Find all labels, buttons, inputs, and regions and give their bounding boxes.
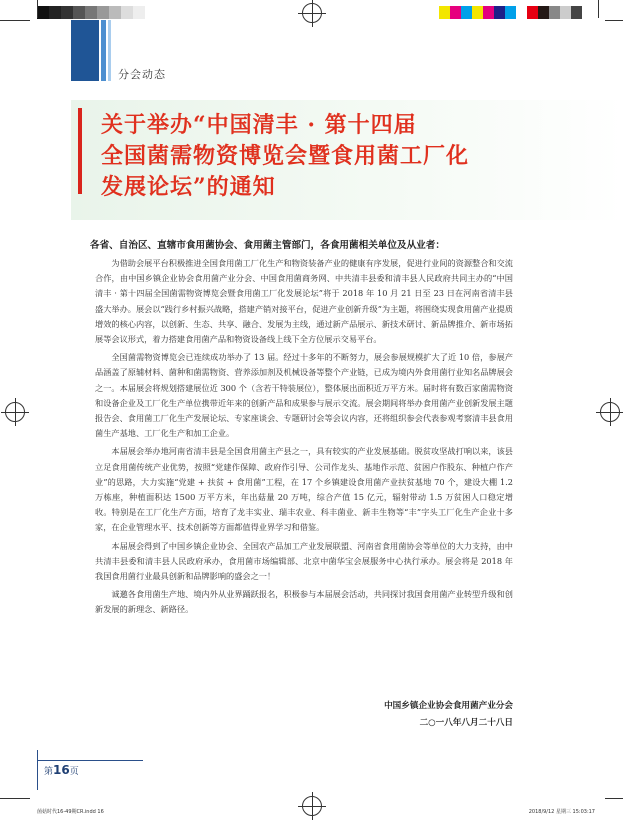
section-label: 分会动态	[118, 68, 166, 81]
page-number-value: 16	[53, 763, 70, 777]
title-line-3: 发展论坛”的通知	[101, 174, 276, 200]
crop-mark	[0, 20, 30, 21]
article-body	[95, 256, 513, 621]
grayscale-bar	[37, 6, 145, 19]
header-block-mid	[101, 20, 106, 81]
crop-mark	[0, 798, 30, 799]
crop-mark	[598, 0, 599, 18]
footer-rule-horizontal	[37, 760, 143, 761]
footer-rule-vertical	[37, 750, 38, 790]
header-block-light	[108, 20, 111, 81]
print-slug-right: 2018/9/12 星期三 15:03:17	[528, 809, 595, 815]
title-line-1: 关于举办“中国清丰 · 第十四届	[101, 112, 417, 138]
color-bar	[439, 6, 582, 19]
title-line-2: 全国菌需物资博览会暨食用菌工厂化	[101, 143, 470, 169]
paragraph: 本届展会得到了中国乡镇企业协会、全国农产品加工产业发展联盟、河南省食用菌协会等单位的大力支持，由中共清丰县委和清丰县人民政府承办，食用菌市场编辑部、北京中菌华宝会展服务中心执行承办。展会将是 2018 年我国食用菌行业最具创新和品牌影响的盛会之一！	[95, 540, 513, 582]
paragraph: 为借助会展平台积极推进全国食用菌工厂化生产和物资装备产业的健康有序发展，促进行业间的资源整合和交流合作，由中国乡镇企业协会食用菌产业分会、中国食用菌商务网、中共清丰县委和清丰县人民政府共同主办的“中国清丰 · 第十四届全国菌需物资博览会暨食用菌工厂化发展论坛”将于 2018 年 10 月 21 日至 23 日在河南省清丰县盛大举办。展会以“践行乡村振兴战略，搭建产销对接平台，促进产业创新升级”为主题，将围绕实现食用菌产业提质增效的核心内容，以创新、生态、共享、融合、发展为主线，通过新产品展示、新技术研讨、新品牌推介、新市场拓展等会议形式，着力搭建食用菌产品和物资设备线上线下全方位展示交易平台。	[95, 258, 513, 345]
registration-mark-bottom	[302, 796, 322, 816]
crop-mark	[605, 20, 623, 21]
registration-mark-right	[600, 402, 620, 422]
page-number	[44, 763, 79, 777]
registration-mark-top	[302, 3, 322, 23]
crop-mark	[605, 798, 623, 799]
page-suffix: 页	[69, 767, 79, 777]
page-prefix: 第	[44, 767, 54, 777]
signature-org: 中国乡镇企业协会食用菌产业分会	[384, 701, 513, 711]
paragraph: 本届展会举办地河南省清丰县是全国食用菌主产县之一，具有较实的产业发展基础。脱贫攻坚战打响以来，该县立足食用菌传统产业优势，按照“党建作保障、政府作引导、公司作龙头、基地作示范、贫困户作股东、种植户作产业”的思路，大力实施“党建 + 扶贫 + 食用菌”工程，在 17 个乡镇建设食用菌产业扶贫基地 70 个，建设大棚 1.2 万栋座，种植面积达 1500 万平方米，年出菇量 20 万吨，综合产值 15 亿元，辐射带动 1.5 万贫困人口稳定增收。特别是在工厂化生产方面，培育了龙丰实业、瑞丰农业、科丰菌业、新丰生物等“丰”字头工厂化生产企业十多家，在企业管理水平、技术创新等方面都值得业界学习和借鉴。	[95, 446, 513, 533]
crop-mark	[37, 0, 38, 18]
header-block-dark	[71, 20, 99, 81]
addressee: 各省、自治区、直辖市食用菌协会、食用菌主管部门，各食用菌相关单位及从业者：	[90, 240, 445, 251]
print-slug-left: 菌菇时代16-49期CR.indd 16	[37, 809, 104, 815]
registration-mark-left	[5, 402, 25, 422]
signature-date: 二○一八年八月二十八日	[419, 718, 513, 728]
paragraph: 全国菌需物资博览会已连续成功举办了 13 届。经过十多年的不断努力，展会参展规模扩大了近 10 倍，参展产品涵盖了原辅材料、菌种和菌需物资、营养添加剂及机械设备等整个产业链，已成为境内外食用菌行业知名品牌展会之一。本届展会将规划搭建展位近 300 个（含若干特装展位），整体展出面积近万平方米。届时将有数百家菌需物资和设备企业及工厂化生产单位携带近年来的创新产品和成果参与展示交流。展会期间将举办食用菌产业创新发展主题报告会、食用菌工厂化生产发展论坛、专家座谈会、专题研讨会等会议内容，还将组织参会代表参观考察清丰县食用菌生产基地、工厂化生产和加工企业。	[95, 352, 513, 439]
title-accent-bar	[78, 108, 82, 194]
paragraph: 诚邀各食用菌生产地、境内外从业界踊跃报名，积极参与本届展会活动，共同探讨我国食用菌产业转型升级和创新发展的新理念、新路径。	[95, 589, 513, 615]
